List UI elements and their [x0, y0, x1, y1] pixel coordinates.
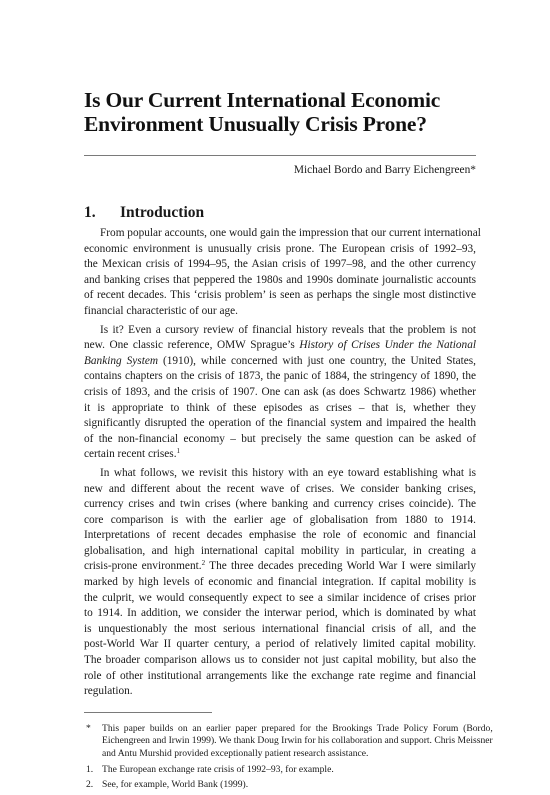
footnote-mark: 1.	[86, 763, 94, 775]
footnote-mark: *	[86, 722, 91, 734]
paragraph-line: post-World War II quarter century, a period of relatively limited capital mobility.	[84, 638, 476, 651]
paragraph-line: and banking crises that peppered the 1980s and 1990s dominate journalistic accounts	[84, 273, 476, 286]
paragraph-line: From popular accounts, one would gain the impression that our current international	[100, 227, 481, 239]
text-run: new. One classic reference, OMW Sprague’s	[84, 339, 300, 352]
title-line-1: Is Our Current International Economic	[84, 88, 441, 112]
paragraph-line: to 1914. In addition, we consider the interwar period, which is dominated by what	[84, 607, 476, 620]
paragraph-line: significantly disrupted the operation of the financial system and impaired the health	[84, 417, 476, 430]
footnote-text	[102, 779, 476, 792]
book-title-cont: Banking System	[84, 354, 159, 367]
paragraph-line: the culprit, we would consequently expect to see a similar incidence of crises prior	[84, 591, 476, 604]
paragraph-line: marked by high levels of economic and financial integration. If capital mobility is	[84, 576, 476, 589]
paragraph-line: contains chapters on the crisis of 1873, the panic of 1884, the stringency of 1890, the	[84, 370, 476, 383]
paragraph-line: of recent decades. This ‘crisis problem’ is seen as perhaps the single most distinctive	[84, 289, 476, 302]
footnote-ref-2[interactable]: 2	[201, 559, 206, 568]
paragraph-line: currency crises and twin crises (where banking and currency crises coincide). The	[84, 498, 476, 511]
paragraph-line: In what follows, we revisit this history with an eye toward establishing what is	[100, 466, 476, 479]
paragraph-2	[84, 323, 476, 463]
footnote-2	[84, 779, 476, 792]
paragraph-line: Is it? Even a cursory review of financial history reveals that the problem is not	[100, 323, 476, 336]
footnote-line: This paper builds on an earlier paper prepared for the Brookings Trade Policy Forum (Bordo,	[102, 722, 493, 734]
paragraph-line: role of other institutional arrangements like the exchange rate regime and financial	[84, 669, 476, 682]
footnote-text	[102, 764, 476, 777]
paragraph-line: the Mexican crisis of 1994–95, the Asian crisis of 1997–98, and the other currency	[84, 258, 476, 271]
footnote-line: Eichengreen and Irwin 1999). We thank Doug Irwin for his collaboration and support. Chris Meissner	[102, 735, 493, 747]
paragraph-3	[84, 466, 476, 700]
paragraph-line: The broader comparison allows us to consider not just capital mobility, but also the	[84, 654, 476, 667]
paragraph-line: regulation.	[84, 685, 133, 698]
paragraph-line: financial characteristic of our age.	[84, 304, 238, 317]
paragraph-line: crisis of 1893, and the crisis of 1907. One can ask (as does Schwartz 1986) whether	[84, 385, 476, 398]
title-line-2: Environment Unusually Crisis Prone?	[84, 112, 427, 136]
paragraph-line	[84, 338, 476, 354]
paragraph-line: new and different about the recent wave of crises. We consider banking crises,	[84, 482, 476, 495]
section-number: 1.	[84, 204, 96, 221]
footnote-star	[84, 722, 493, 761]
paragraph-line: of the non-financial economy – but precisely the same question can be asked of	[84, 432, 476, 445]
footnote-1	[84, 764, 476, 777]
authors: Michael Bordo and Barry Eichengreen*	[293, 164, 476, 176]
text-run: The three decades preceding World War I were similarly	[205, 560, 477, 573]
footnote-line: and Antu Murshid provided exceptionally patient research assistance.	[102, 748, 369, 759]
footnote-text	[102, 723, 493, 761]
footnote-line: The European exchange rate crisis of 1992–93, for example.	[102, 763, 334, 775]
text-run: certain recent crises.	[84, 448, 177, 461]
book-title: History of Crises Under the National	[299, 339, 476, 352]
paragraph-line	[84, 447, 476, 463]
title-rule	[84, 155, 476, 156]
paper-page	[84, 88, 493, 795]
paragraph-line	[84, 559, 476, 575]
paragraph-line: economic environment is unusually crisis prone. The European crisis of 1992–93,	[84, 242, 476, 255]
paragraph-line: is unquestionably the most serious international financial crisis of all, and the	[84, 622, 476, 635]
footnote-line: See, for example, World Bank (1999).	[102, 779, 249, 791]
section-title: Introduction	[120, 204, 205, 221]
footnotes	[84, 722, 493, 792]
paragraph-line: core comparison is with the earlier age of globalisation from 1880 to 1914.	[84, 513, 476, 526]
paragraph-1	[84, 226, 481, 320]
paragraph-line: it is appropriate to think of these episodes as crises – that is, whether they	[84, 401, 476, 414]
text-run: (1910), while concerned with just one country, the United States,	[158, 354, 477, 367]
footnote-rule	[84, 712, 212, 713]
paper-title	[84, 88, 476, 136]
footnote-mark: 2.	[86, 779, 94, 791]
footnote-ref-1[interactable]: 1	[176, 447, 181, 456]
paragraph-line: globalisation, and high international capital mobility in particular, in creating a	[84, 544, 476, 557]
paragraph-line	[84, 354, 476, 370]
section-heading	[84, 204, 476, 222]
text-run: crisis-prone environment.	[84, 560, 202, 573]
paragraph-line: Interpretations of recent decades emphasise the role of economic and financial	[84, 529, 476, 542]
